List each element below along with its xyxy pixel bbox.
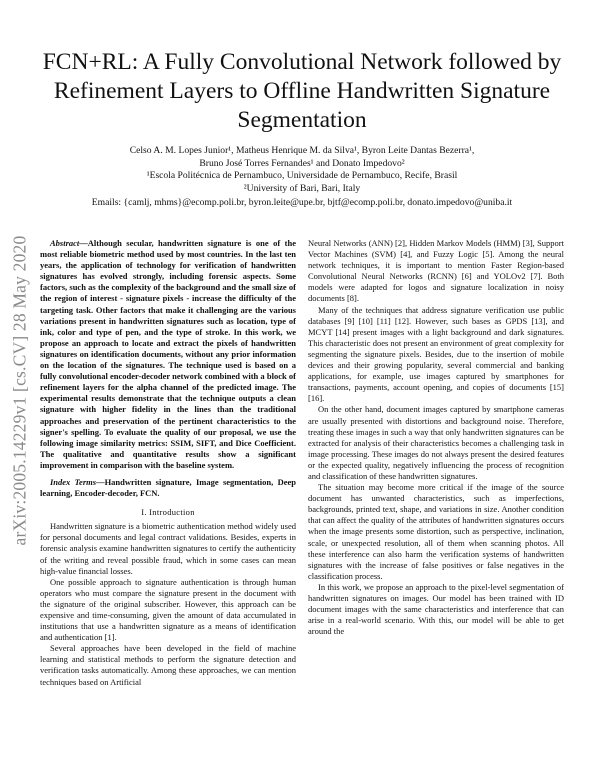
- body-paragraph: Handwritten signature is a biometric authentication method widely used for personal documents and legal contract validations. Besides, experts in forensic analysis examine handwritten signatures to certify the authenticity of the writing and reveal possible fraud, which in some cases can mean high-value financial losses.: [40, 521, 296, 576]
- abstract-text: —Although secular, handwritten signature is one of the most reliable biometric method used by most countries. In the last ten years, the application of technology for verification of handwritten signatures has evolved strongly, including forensic aspects. Some factors, such as the complexity of the background and the small size of the region of interest - signature pixels - increase the difficulty of the targeting task. Other factors that make it challenging are the various variations present in handwritten signatures such as location, type of ink, color and type of pen, and the type of stroke. In this work, we propose an approach to locate and extract the pixels of handwritten signatures on identification documents, without any prior information on the location of the signatures. The technique used is based on a fully convolutional encoder-decoder network combined with a block of refinement layers for the alpha channel of the predicted image. The experimental results demonstrate that the technique outputs a clean signature with higher fidelity in the lines than the traditional approaches and preservation of the pertinent characteristics to the signer's spelling. To evaluate the quality of our proposal, we use the following image similarity metrics: SSIM, SIFT, and Dice Coefficient. The qualitative and quantitative results show a significant improvement in comparison with the baseline system.: [40, 238, 296, 470]
- abstract: [40, 238, 296, 471]
- body-paragraph: On the other hand, document images captured by smartphone cameras are usually presented with distortions and background noise. Therefore, treating these images in such a way that only handwritten signatures can be extracted for analysis of their characteristics becomes a challenging task in image processing. These images do not always present the desired features or the expected quality, negatively influencing the process of recognition and classification of these handwritten signatures.: [308, 404, 564, 481]
- paper-title: FCN+RL: A Fully Convolutional Network followed by Refinement Layers to Offline Handwritten Signature Segmentation: [42, 49, 562, 133]
- author-emails: Emails: {camlj, mhms}@ecomp.poli.br, byron.leite@upe.br, bjtf@ecomp.poli.br, donato.impedovo@uniba.it: [91, 197, 513, 209]
- affiliation-1: ¹Escola Politécnica de Pernambuco, Universidade de Pernambuco, Recife, Brasil: [146, 170, 458, 182]
- body-paragraph: Neural Networks (ANN) [2], Hidden Markov Models (HMM) [3], Support Vector Machines (SVM) [4], and Fuzzy Logic [5]. Among the neural network techniques, it is important to mention Faster Region-based Convolutional Neural Networks (RCNN) [6] and YOLOv2 [7]. Both models were adapted for logos and signature localization in noisy documents [8].: [308, 238, 564, 304]
- index-terms-label: Index Terms: [50, 476, 97, 487]
- abstract-label: Abstract: [50, 238, 80, 248]
- author-line-1: Celso A. M. Lopes Junior¹, Matheus Henrique M. da Silva¹, Byron Leite Dantas Bezerra¹,: [129, 145, 475, 156]
- index-terms-text: —Handwritten signature, Image segmentation, Deep learning, Encoder-decoder, FCN.: [40, 476, 296, 499]
- body-paragraph: Several approaches have been developed in the field of machine learning and statistical methods to perform the signature detection and verification tasks automatically. Among these approaches, we can mention techniques based on Artificial: [40, 643, 296, 687]
- author-block: [40, 145, 564, 210]
- body-paragraph: Many of the techniques that address signature verification use public databases [9] [10] [11] [12]. However, such bases as GPDS [13], and MCYT [14] present images with a light background and dark signatures. This characteristic does not present an environment of great complexity for segmenting the signature pixels. Besides, due to the insertion of mobile devices and their growing popularity, several commercial and banking applications, for example, use images captured by smartphones for transactions, payments, account opening, and copies of documents [15] [16].: [308, 304, 564, 404]
- right-column: [308, 238, 564, 637]
- affiliation-2: ²University of Bari, Bari, Italy: [243, 182, 361, 194]
- arxiv-id-text: arXiv:2005.14229v1 [cs.CV] 28 May 2020: [9, 235, 30, 545]
- body-paragraph: In this work, we propose an approach to the pixel-level segmentation of handwritten signatures on images. Our model has been trained with ID document images with the same characteristics and interference that can arise in a real-world scenario. With this, our model will be able to get around the: [308, 581, 564, 637]
- index-terms: [40, 477, 296, 499]
- body-paragraph: The situation may become more critical if the image of the source document has unwanted characteristics, such as imperfections, backgrounds, printed text, shape, and variations in size. Another condition that can affect the quality of the attributes of handwritten signatures occurs when the image presents some distortion, such as perspective, inclination, scale, or unexpected resolution, all of them when scanning photos. All these interference can also harm the verification systems of handwritten signatures with the increase of false positives or false negatives in the classification process.: [308, 482, 564, 581]
- arxiv-identifier: [2, 205, 38, 575]
- body-paragraph: One possible approach to signature authentication is through human operators who must compare the signature present in the document with the signature of the original subscriber. However, this approach can be expensive and time-consuming, given the amount of data accumulated in institutions that use a handwritten signature as a means of identification and authentication [1].: [40, 576, 296, 643]
- section-heading-introduction: I. Introduction: [141, 507, 195, 518]
- author-line-2: Bruno José Torres Fernandes¹ and Donato Impedovo²: [199, 157, 405, 169]
- left-column: [40, 238, 296, 688]
